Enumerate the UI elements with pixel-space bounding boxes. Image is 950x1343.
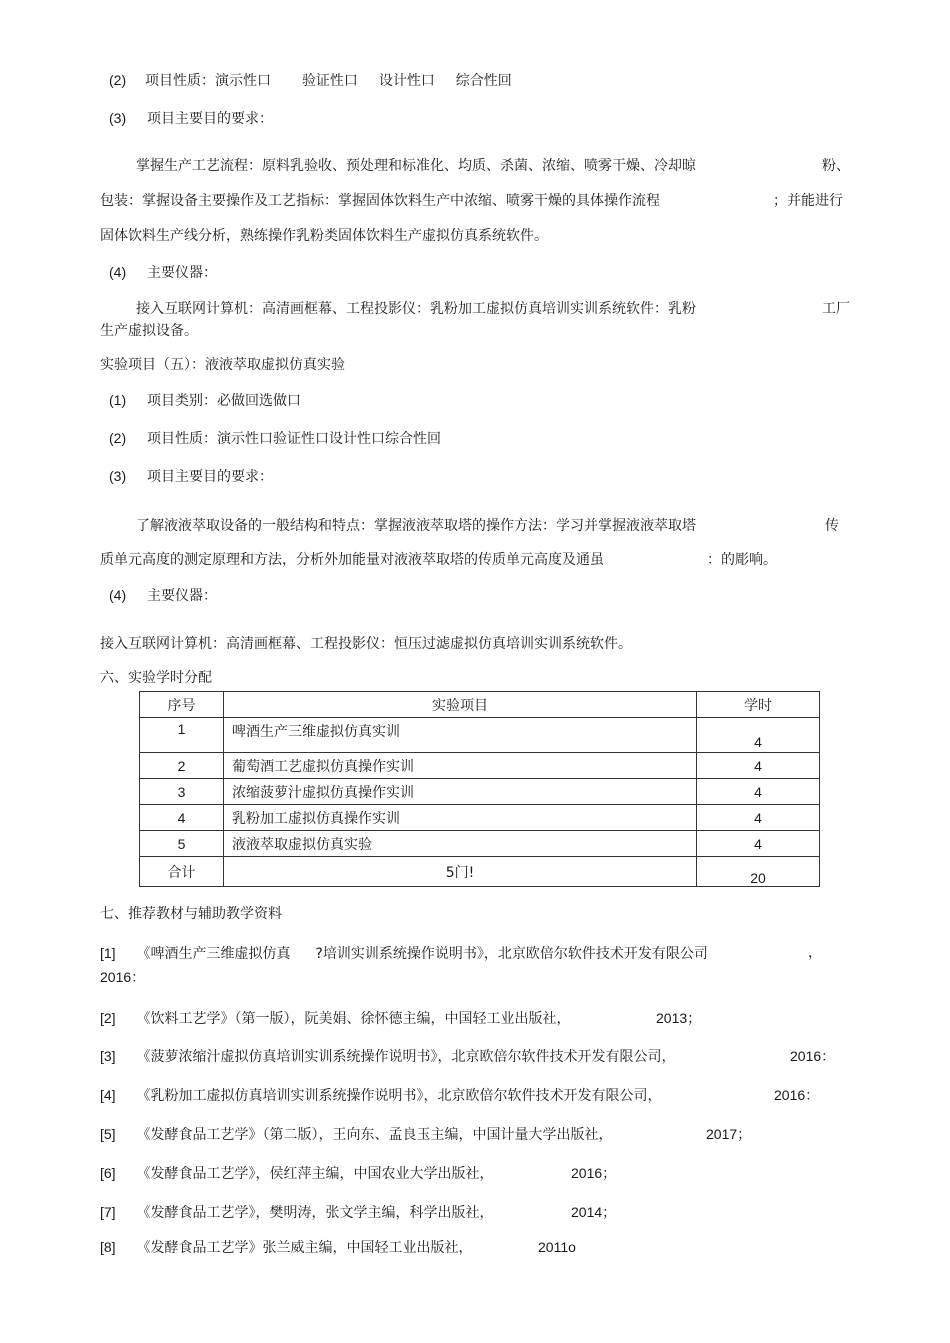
header-hours: 学时 (697, 692, 820, 718)
total-label: 合计 (140, 857, 224, 887)
project5-category-line (109, 391, 301, 410)
project4-req-para-line1-tail: 粉、 (822, 158, 850, 174)
reference-line2: 2016： (100, 969, 146, 985)
reference-text: 《乳粉加工虚拟仿真培训实训系统操作说明书》，北京欧倍尔软件技术开发有限公司， (136, 1088, 662, 1104)
header-index: 序号 (140, 692, 224, 718)
table-row (140, 779, 820, 805)
project5-req-para-line1-tail: 传 (825, 518, 839, 534)
cell-hours: 4 (697, 753, 820, 779)
item-number: (2) (109, 72, 127, 88)
cell-project: 乳粉加工虚拟仿真操作实训 (224, 805, 697, 831)
project5-req-line (109, 467, 273, 486)
item-number: (4) (109, 587, 127, 603)
reference-number: [3] (100, 1048, 116, 1064)
reference-item (100, 1203, 493, 1222)
project5-nature-line (109, 429, 441, 448)
project4-nature-line (109, 71, 512, 90)
cell-hours: 4 (697, 718, 820, 753)
reference-item (100, 1047, 675, 1066)
reference-number: [1] (100, 945, 116, 961)
category-text: 项目类别：必做回选做口 (147, 393, 302, 409)
reference-text: 《菠萝浓缩汁虚拟仿真培训实训系统操作说明书》，北京欧倍尔软件技术开发有限公司， (136, 1049, 676, 1065)
reference-number: [7] (100, 1204, 116, 1220)
nature-text: 项目性质：演示性口验证性口设计性口综合性回 (147, 431, 442, 447)
cell-project: 啤酒生产三维虚拟仿真实训 (224, 718, 697, 753)
header-project: 实验项目 (224, 692, 697, 718)
project5-req-para-line1: 了解液液萃取设备的一般结构和特点：掌握液液萃取塔的操作方法：学习并掌握液液萃取塔 (136, 518, 696, 534)
equip-title: 主要仪器： (147, 265, 218, 281)
cell-project: 液液萃取虚拟仿真实验 (224, 831, 697, 857)
cell-index: 2 (140, 753, 224, 779)
item-number: (2) (109, 430, 127, 446)
project5-req-para-line2-tail: ：的彫响。 (707, 552, 777, 568)
reference-year: 2016： (790, 1048, 836, 1064)
reference-year: 2016： (774, 1087, 820, 1103)
equip-title: 主要仪器： (147, 588, 218, 604)
reference-year: 2016； (571, 1165, 617, 1181)
reference-number: [6] (100, 1165, 116, 1181)
reference-text: 《发酵食品工艺学》张兰威主编，中国轻工业出版社， (136, 1240, 473, 1256)
reference-text: 《发酵食品工艺学》，樊明涛，张文学主编，科学出版社， (136, 1205, 494, 1221)
reference-number: [8] (100, 1239, 116, 1255)
req-title: 项目主要目的要求： (147, 111, 274, 127)
cell-index: 1 (140, 718, 224, 753)
reference-text: 《发酵食品工艺学》，侯红萍主编，中国农业大学出版社， (136, 1166, 494, 1182)
reference-item (100, 1164, 493, 1183)
section6-heading: 六、实验学时分配 (100, 670, 212, 686)
nature-text: 项目性质：演示性口 (145, 73, 272, 89)
nature-option-comprehensive: 综合性回 (455, 73, 512, 89)
project4-req-para-line3: 固体饮料生产线分析，熟练操作乳粉类固体饮料生产虚拟仿真系统软件。 (100, 228, 548, 244)
reference-year: 2013； (656, 1010, 702, 1026)
reference-year: 2014； (571, 1204, 617, 1220)
project5-req-para-line2: 质单元高度的测定原理和方法，分析外加能量对液液萃取塔的传质单元高度及通虽 (100, 552, 604, 568)
item-number: (3) (109, 110, 127, 126)
cell-hours: 4 (697, 831, 820, 857)
reference-item (100, 1125, 612, 1144)
project4-req-line (109, 109, 273, 128)
nature-option-verify: 验证性口 (301, 73, 358, 89)
reference-number: [5] (100, 1126, 116, 1142)
reference-text: 《啤酒生产三维虚拟仿真 (136, 946, 291, 962)
table-header-row (140, 692, 820, 718)
project4-req-para-line1: 掌握生产工艺流程：原料乳验收、预处理和标准化、均质、杀菌、浓缩、喷雾干燥、冷却晾 (136, 158, 696, 174)
project4-equip-para-line1: 接入互联网计算机：高清画框幕、工程投影仪：乳粉加工虚拟仿真培训实训系统软件：乳粉 (136, 301, 696, 317)
reference-year: 2011o (538, 1239, 576, 1255)
table-row (140, 718, 820, 753)
reference-text: 《发酵食品工艺学》（第二版），王向东、孟良玉主编，中国计量大学出版社， (136, 1127, 613, 1143)
table-row (140, 753, 820, 779)
cell-index: 5 (140, 831, 224, 857)
nature-option-design: 设计性口 (378, 73, 435, 89)
project4-req-para-line2: 包装：掌握设备主要操作及工艺指标：掌握固体饮料生产中浓缩、喷雾干燥的具体操作流程 (100, 193, 660, 209)
reference-item (100, 1238, 472, 1257)
cell-hours: 4 (697, 779, 820, 805)
reference-tail: ， (808, 945, 822, 961)
reference-number: [4] (100, 1087, 116, 1103)
hours-table (139, 691, 820, 887)
table-row (140, 831, 820, 857)
cell-hours: 4 (697, 805, 820, 831)
total-projects: 5门! (224, 857, 697, 887)
project4-equip-para-line1-tail: 工厂 (822, 301, 850, 317)
reference-text-cont: ?培训实训系统操作说明书》，北京欧倍尔软件技术开发有限公司 (315, 946, 708, 962)
req-title: 项目主要目的要求： (147, 469, 274, 485)
item-number: (4) (109, 264, 127, 280)
item-number: (3) (109, 468, 127, 484)
table-total-row (140, 857, 820, 887)
project5-equip-line (109, 586, 217, 605)
total-hours: 20 (697, 857, 820, 887)
section7-heading: 七、推荐教材与辅助教学资料 (100, 906, 282, 922)
item-number: (1) (109, 392, 127, 408)
reference-item (100, 944, 708, 963)
cell-index: 3 (140, 779, 224, 805)
project4-equip-para-line2: 生产虚拟设备。 (100, 323, 198, 339)
project4-equip-line (109, 263, 217, 282)
project5-title: 实验项目（五）：液液萃取虚拟仿真实验 (100, 357, 345, 373)
project5-equip-para-line1: 接入互联网计算机：高清画框幕、工程投影仪：恒压过滤虚拟仿真培训实训系统软件。 (100, 636, 632, 652)
cell-index: 4 (140, 805, 224, 831)
reference-item (100, 1009, 570, 1028)
reference-item (100, 1086, 661, 1105)
project4-req-para-line2-tail: ；并能进行 (773, 193, 843, 209)
reference-number: [2] (100, 1010, 116, 1026)
table-row (140, 805, 820, 831)
cell-project: 浓缩菠萝汁虚拟仿真操作实训 (224, 779, 697, 805)
reference-year: 2017； (706, 1126, 752, 1142)
reference-text: 《饮料工艺学》（第一版），阮美娟、徐怀德主编，中国轻工业出版社， (136, 1011, 571, 1027)
cell-project: 葡萄酒工艺虚拟仿真操作实训 (224, 753, 697, 779)
